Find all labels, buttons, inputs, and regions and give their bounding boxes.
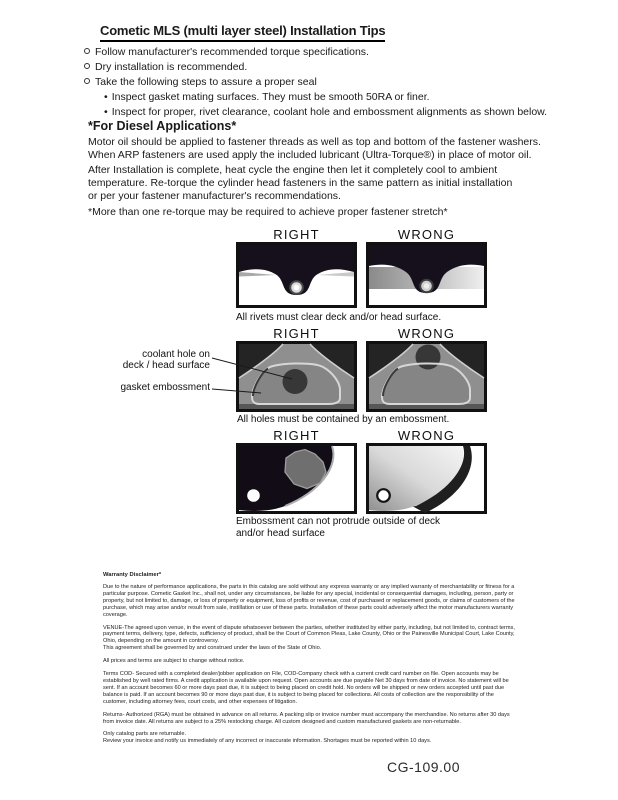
protrude-right-diagram <box>236 443 357 514</box>
paragraph-line: After Installation is complete, heat cycle the engine then let it completely cool to ambient <box>88 164 498 176</box>
warranty-paragraph: This agreement shall be governed by and construed under the laws of the State of Ohio. <box>103 645 322 652</box>
diesel-paragraph-2 <box>88 164 512 203</box>
row2-caption: All holes must be contained by an embossment. <box>237 414 450 425</box>
installation-tips-list <box>84 45 547 120</box>
warranty-paragraph: Only catalog parts are returnable. <box>103 731 187 738</box>
dot-bullet-icon: • <box>104 91 108 103</box>
list-item <box>84 60 547 75</box>
list-item <box>84 75 547 90</box>
paragraph-line: or per your fastener manufacturer's recommendations. <box>88 190 341 202</box>
wrong-label: WRONG <box>397 326 456 341</box>
circle-bullet-icon <box>84 63 90 69</box>
caption-line: Embossment can not protrude outside of deck <box>236 516 441 527</box>
paragraph-line: Motor oil should be applied to fastener threads as well as top and bottom of the fastener washers. <box>88 136 541 148</box>
list-item <box>104 105 547 120</box>
page-title: Cometic MLS (multi layer steel) Installation Tips <box>100 23 385 42</box>
wrong-label: WRONG <box>397 428 456 443</box>
tip-text: Follow manufacturer's recommended torque specifications. <box>95 46 369 58</box>
embossment-wrong-diagram <box>366 341 487 412</box>
page-code: CG-109.00 <box>387 759 460 775</box>
right-label: RIGHT <box>273 428 320 443</box>
warranty-paragraph: All prices and terms are subject to change without notice. <box>103 658 245 665</box>
warranty-paragraph: VENUE-The agreed upon venue, in the event of dispute whatsoever between the parties, whether instituted by either party, including, but not limited to, contract terms, payment terms, delivery, type, defects, sufficiency of product, shall be the Court of Common Pleas, Lake County, Ohio or the Painesville Municipal Court, Lake County, Ohio, depending on the amount in controversy. <box>103 624 515 645</box>
tip-text: Take the following steps to assure a proper seal <box>95 76 317 88</box>
embossment-right-diagram <box>236 341 357 412</box>
tip-text: Inspect gasket mating surfaces. They must be smooth 50RA or finer. <box>111 91 430 103</box>
wrong-label: WRONG <box>397 227 456 242</box>
paragraph-line: When ARP fasteners are used apply the included lubricant (Ultra-Torque®) in place of motor oil. <box>88 149 532 161</box>
warranty-disclaimer <box>103 572 518 751</box>
retorque-note: *More than one re-torque may be required to achieve proper fastener stretch* <box>88 206 448 218</box>
warranty-paragraph: Due to the nature of performance applications, the parts in this catalog are sold without any express warranty or any implied warranty of merchantability or fitness for a particular purpose. Cometic Gasket Inc., shall not, under any circumstances, be liable for any special, incidental or consequential damages, including, person, party or property, but not limited to, damage, or loss of property or equipment, loss of profits or revenue, cost of purchased or replacement goods, or claims of customers of the purchase, which may arise and/or result from sale, instillation or use of these parts. Installation of these parts could adversely affect the motor manufacturers warranty coverage. <box>103 584 515 618</box>
list-item <box>84 45 547 60</box>
caption-line: and/or head surface <box>236 527 325 539</box>
circle-bullet-icon <box>84 78 90 84</box>
gasket-embossment-label: gasket embossment <box>120 382 210 393</box>
right-label: RIGHT <box>273 326 320 341</box>
warranty-paragraph: Terms COD- Secured with a completed dealer/jobber application on File, COD-Company check with a current credit card number on file. Open accounts may be established by well rated firms. A credit application is available upon request. Open accounts are due payable Net 30 days from date of invoice. No statement will be sent. If an account becomes 60 or more days past due, it is subject to being placed on credit hold. No orders will be shipped or new orders accepted until past due balance is paid. If an account becomes 90 or more days past due, it is subject to being placed for collections. All costs of collection are the responsibility of the customer, including attorney fees, court costs, and other expenses of litigation. <box>103 671 509 705</box>
rivet-wrong-diagram <box>366 242 487 308</box>
warranty-heading: Warranty Disclaimer* <box>103 572 162 578</box>
protrude-wrong-diagram <box>366 443 487 514</box>
warranty-paragraph: Returns- Authorized (RGA) must be obtained in advance on all returns. A packing slip or invoice number must accompany the merchandise. No returns after 30 days from invoice date. All returns are subject to a 25% restocking charge. All custom designed and custom manufactured gaskets are non-returnable. <box>103 711 510 725</box>
row1-caption: All rivets must clear deck and/or head surface. <box>236 312 442 323</box>
label-line: coolant hole on <box>142 349 210 360</box>
diesel-heading: *For Diesel Applications* <box>88 119 237 133</box>
row3-caption <box>236 516 440 539</box>
coolant-hole-label <box>88 349 210 371</box>
list-item <box>104 90 547 105</box>
dot-bullet-icon: • <box>104 106 108 118</box>
label-line: deck / head surface <box>122 360 210 371</box>
paragraph-line: temperature. Re-torque the cylinder head fasteners in the same pattern as initial installation <box>88 177 513 189</box>
right-label: RIGHT <box>273 227 320 242</box>
diesel-paragraph-1 <box>88 136 541 162</box>
tip-text: Dry installation is recommended. <box>95 61 248 73</box>
warranty-paragraph: Review your invoice and notify us immediately of any incorrect or inaccurate information. Shortages must be reported within 10 days. <box>103 738 432 745</box>
circle-bullet-icon <box>84 48 90 54</box>
tip-text: Inspect for proper, rivet clearance, coolant hole and embossment alignments as shown below. <box>111 106 548 118</box>
rivet-right-diagram <box>236 242 357 308</box>
